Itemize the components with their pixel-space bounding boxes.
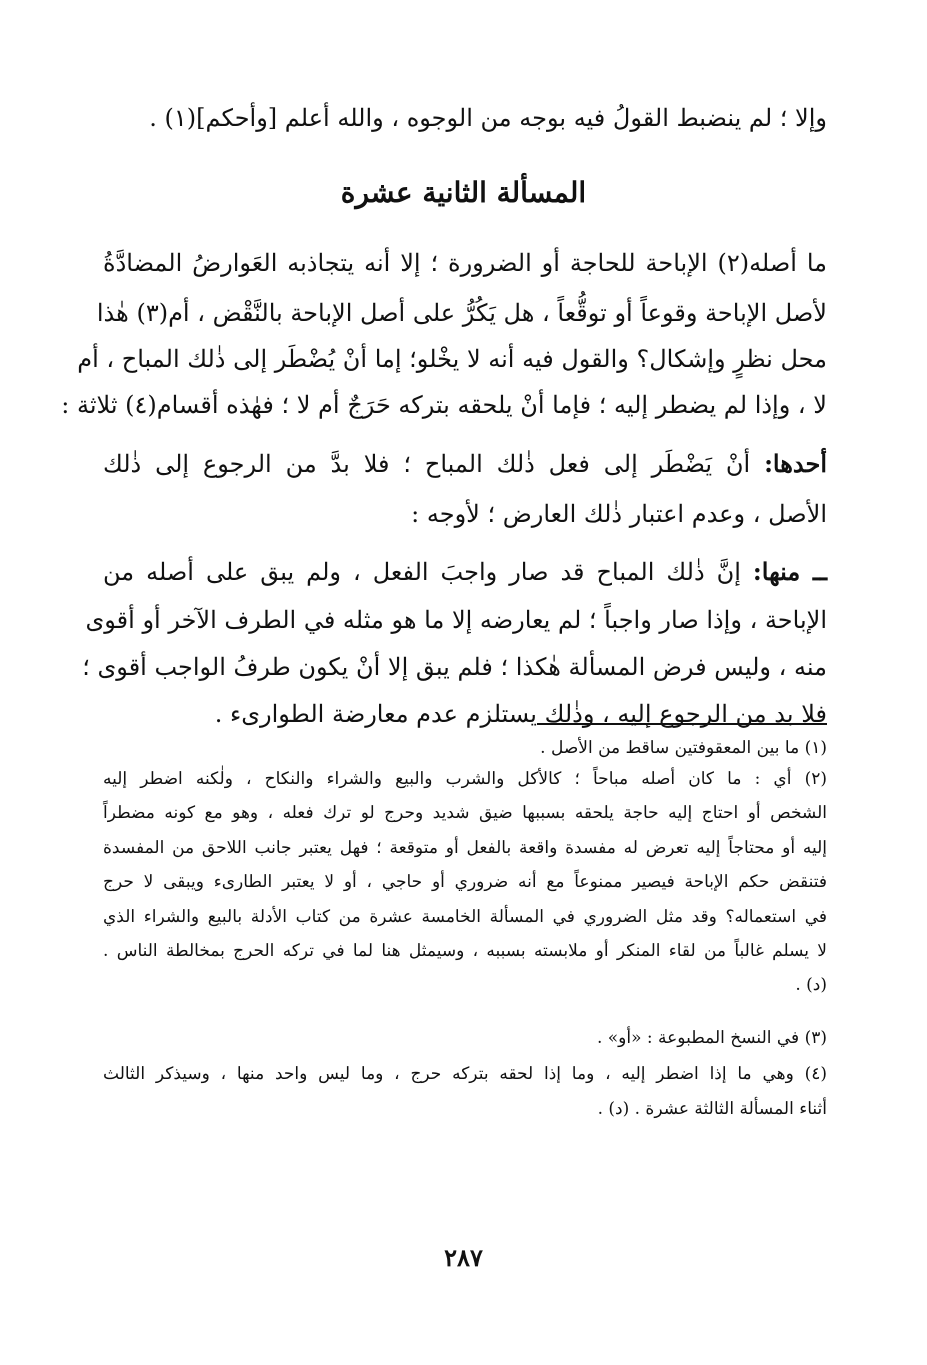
paragraph-1-line-2: لأصل الإباحة وقوعاً أو توقُّعاً ، هل يَكُرُّ على أصل الإباحة بالنَّقْض ، أم(٣) هٰذا (96, 299, 827, 327)
intro-line: وإلا ؛ لم ينضبط القولُ فيه بوجه من الوجوه ، والله أعلم [وأحكم](١) . (149, 104, 827, 132)
paragraph-1-line-1: ما أصله(٢) الإباحة للحاجة أو الضرورة ؛ إلا أنه يتجاذبه العَوارضُ المضادَّةُ (103, 249, 827, 277)
footnote-2-line-2: الشخص أو احتاج إليه حاجة يلحقه بسببها ضيق شديد وحرج لو ترك فعله ، وهو مع كونه مضطراً (103, 803, 827, 823)
paragraph-3-line-1 (103, 552, 827, 592)
footnote-2-line-4: فتنقض حكم الإباحة فيصير ممنوعاً مع أنه ضروري أو حاجي ، أو لا يعتبر الطارىء ويبقى لا حرج (103, 872, 827, 892)
footnote-4-line-1: (٤) وهي ما إذا اضطر إليه ، وما إذا لحقه بتركه حرج ، وما ليس واحد منها ، وسيذكر الثالث (103, 1064, 827, 1084)
paragraph-2-line-1-text: أنْ يَضْطَر إلى فعل ذٰلك المباح ؛ فلا بدَّ من الرجوع إلى ذٰلك (103, 450, 751, 478)
paragraph-3-label: ــ منها: (752, 557, 827, 586)
paragraph-1-line-3: محل نظرٍ وإشكال؟ والقول فيه أنه لا يخْلو؛ إما أنْ يُضْطَر إلى ذٰلك المباح ، أم (77, 345, 827, 373)
paragraph-1-line-4: لا ، وإذا لم يضطر إليه ؛ فإما أنْ يلحقه بتركه حَرَجٌ أم لا ؛ فهٰذه أقسام(٤) ثلاثة : (61, 391, 827, 419)
footnote-separator (537, 723, 827, 725)
paragraph-2-label: أحدها: (764, 449, 827, 478)
footnote-1: (١) ما بين المعقوفتين ساقط من الأصل . (540, 738, 827, 758)
footnote-2-line-3: إليه أو محتاجاً إليه تعرض له مفسدة واقعة بالفعل أو متوقعة ؛ فهل يعتبر جانب اللاحق من المفسدة (103, 838, 827, 858)
page-number: ٢٨٧ (444, 1243, 483, 1272)
footnote-4-line-2: أثناء المسألة الثالثة عشرة . (د) . (597, 1099, 827, 1119)
paragraph-3-line-2: الإباحة ، وإذا صار واجباً ؛ لم يعارضه إلا ما هو مثله في الطرف الآخر أو أقوى (85, 606, 827, 634)
footnote-2-line-1: (٢) أي : ما كان أصله مباحاً ؛ كالأكل والشرب والبيع والشراء والنكاح ، ولٰكنه اضطر إليه (103, 769, 827, 789)
paragraph-2-line-1 (103, 444, 827, 484)
footnote-2-line-5: في استعماله؟ وقد مثل الضروري في المسألة الخامسة عشرة من كتاب الأدلة بالبيع والشراء الذي (103, 907, 827, 927)
paragraph-2-line-2: الأصل ، وعدم اعتبار ذٰلك العارض ؛ لأوجه : (411, 500, 827, 528)
paragraph-3-line-1-text: إنَّ ذٰلك المباح قد صار واجبَ الفعل ، ولم يبق على أصله من (103, 558, 741, 586)
paragraph-3-line-3: منه ، وليس فرض المسألة هٰكذا ؛ فلم يبق إلا أنْ يكون طرفُ الواجب أقوى ؛ (82, 653, 827, 681)
section-title: المسألة الثانية عشرة (340, 176, 587, 209)
footnote-2-line-6: لا يسلم غالباً من لقاء المنكر أو ملابسته بسببه ، وسيمثل هنا لما في تركه الحرج بمخالطة الناس . (103, 941, 827, 961)
footnote-2-line-7: (د) . (795, 975, 827, 995)
paragraph-3-line-4: فلا بد من الرجوع إليه ، وذٰلك يستلزم عدم معارضة الطوارىء . (214, 700, 827, 728)
footnote-3: (٣) في النسخ المطبوعة : «أو» . (596, 1028, 827, 1048)
